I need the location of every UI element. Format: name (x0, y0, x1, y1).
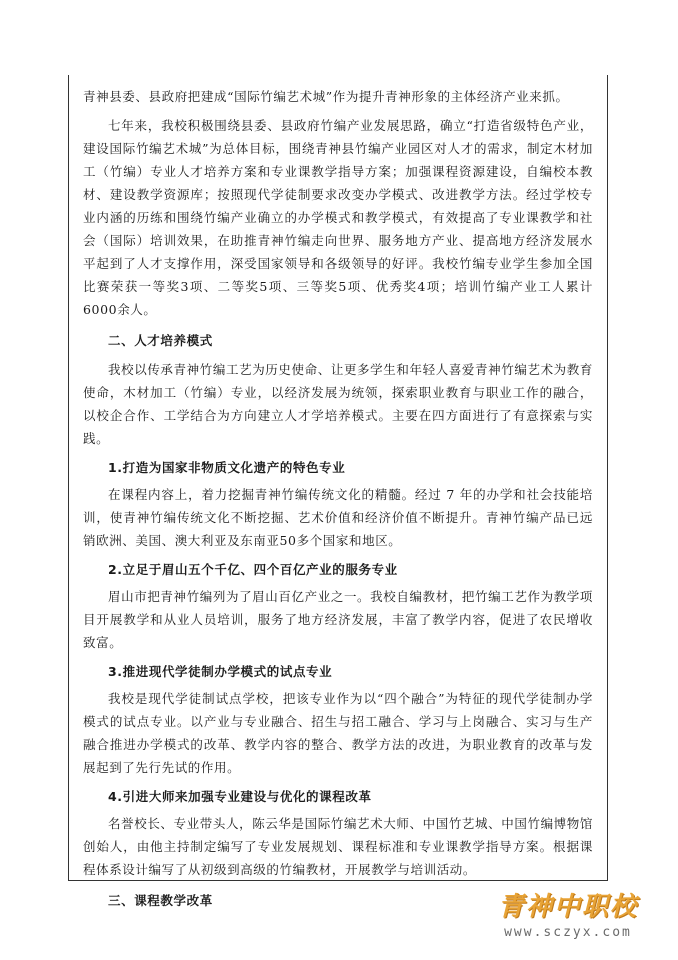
item-1-text: 在课程内容上，着力挖掘青神竹编传统文化的精髓。经过 7 年的办学和社会技能培训，使青神竹编传统文化不断挖掘、艺术价值和经济价值不断提升。青神竹编产品已远销欧洲、美国、澳大利亚及东南亚50多个国家和地区。 (83, 487, 593, 548)
section-heading-training-model: 二、人才培养模式 (108, 333, 213, 348)
watermark-logo-text: 青神中职校 (497, 892, 638, 922)
watermark-url: www.sczyx.com (504, 925, 632, 940)
item-3-text: 我校是现代学徒制试点学校，把该专业作为以“四个融合”为特征的现代学徒制办学模式的试点专业。以产业与专业融合、招生与招工融合、学习与上岗融合、实习与生产融合推进办学模式的改革、教学内容的整合、教学方法的改进，为职业教育的改革与发展起到了先行先试的作用。 (83, 691, 593, 775)
subheading-item-2: 2.立足于眉山五个千亿、四个百亿产业的服务专业 (108, 562, 398, 577)
subheading-item-3: 3.推进现代学徒制办学模式的试点专业 (108, 664, 333, 679)
item-4-text: 名誉校长、专业带头人，陈云华是国际竹编艺术大师、中国竹艺城、中国竹编博物馆创始人，由他主持制定编写了专业发展规划、课程标准和专业课教学指导方案。根据课程体系设计编写了从初级到高级的竹编教材，开展教学与培训活动。 (83, 816, 593, 877)
site-watermark (498, 886, 638, 940)
training-model-intro: 我校以传承青神竹编工艺为历史使命、让更多学生和年轻人喜爱青神竹编艺术为教育使命，木材加工（竹编）专业，以经济发展为统领，探索职业教育与职业工作的融合，以校企合作、工学结合为方向建立人才学培养模式。主要在四方面进行了有意探索与实践。 (83, 362, 593, 446)
seven-years-paragraph: 七年来，我校积极围绕县委、县政府竹编产业发展思路，确立“打造省级特色产业，建设国际竹编艺术城”为总体目标，围绕青神县竹编产业园区对人才的需求，制定木材加工（竹编）专业人才培养方案和专业课教学指导方案；加强课程资源建设，自编校本教材、建设教学资源库；按照现代学徒制要求改变办学模式、改进教学方法。经过学校专业内涵的历练和围绕竹编产业确立的办学模式和教学模式，有效提高了专业课教学和社会（国际）培训效果，在助推青神竹编走向世界、服务地方产业、提高地方经济发展水平起到了人才支撑作用，深受国家领导和各级领导的好评。我校竹编专业学生参加全国比赛荣获一等奖3项、二等奖5项、三等奖5项、优秀奖4项；培训竹编产业工人累计6000余人。 (83, 118, 593, 317)
document-body (69, 75, 607, 912)
item-2-text: 眉山市把青神竹编列为了眉山百亿产业之一。我校自编教材，把竹编工艺作为教学项目开展教学和从业人员培训，服务了地方经济发展，丰富了教学内容，促进了农民增收致富。 (83, 589, 593, 650)
intro-paragraph: 青神县委、县政府把建成“国际竹编艺术城”作为提升青神形象的主体经济产业来抓。 (83, 89, 569, 104)
subheading-item-4: 4.引进大师来加强专业建设与优化的课程改革 (108, 789, 372, 804)
document-frame (68, 75, 608, 908)
section-heading-curriculum-reform: 三、课程教学改革 (108, 893, 213, 908)
subheading-item-1: 1.打造为国家非物质文化遗产的特色专业 (108, 460, 346, 475)
